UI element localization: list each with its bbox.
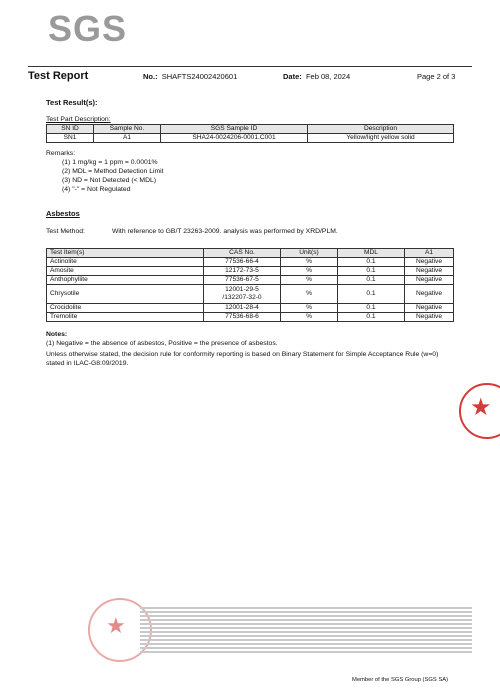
table-row — [47, 285, 454, 304]
notes-line-1: (1) Negative = the absence of asbestos, Positive = the presence of asbestos. — [46, 340, 278, 347]
report-title: Test Report — [28, 70, 89, 82]
table-cell: 0.1 — [338, 313, 405, 322]
test-method-label: Test Method: — [46, 228, 85, 235]
column-header: Test Item(s) — [47, 249, 204, 258]
part-desc-table — [46, 124, 454, 143]
remark-item: (2) MDL = Method Detection Limit — [62, 168, 164, 175]
table-cell: Actinolite — [47, 258, 204, 267]
page-number: Page 2 of 3 — [417, 72, 456, 81]
table-cell: 0.1 — [338, 267, 405, 276]
column-header: MDL — [338, 249, 405, 258]
remarks-heading: Remarks: — [46, 150, 76, 157]
table-row — [47, 267, 454, 276]
remark-item: (3) ND = Not Detected (< MDL) — [62, 177, 157, 184]
table-row — [47, 258, 454, 267]
table-cell: 12001-28-4 — [204, 304, 281, 313]
table-cell: Crocidolite — [47, 304, 204, 313]
notes-heading: Notes: — [46, 331, 68, 338]
report-date: Date: Feb 08, 2024 — [283, 72, 351, 81]
table-cell: Negative — [405, 304, 454, 313]
column-header: SGS Sample ID — [161, 125, 308, 134]
table-cell: Anthophyllite — [47, 276, 204, 285]
table-cell: 77536-68-6 — [204, 313, 281, 322]
table-row — [47, 276, 454, 285]
column-header: CAS No. — [204, 249, 281, 258]
remark-item: (1) 1 mg/kg = 1 ppm = 0.0001% — [62, 159, 158, 166]
table-cell: % — [281, 258, 338, 267]
column-header: Sample No. — [94, 125, 161, 134]
table-cell: SN1 — [47, 134, 94, 143]
table-cell: 0.1 — [338, 258, 405, 267]
table-cell: Chrysotile — [47, 285, 204, 304]
asbestos-table — [46, 248, 454, 322]
column-header: Unit(s) — [281, 249, 338, 258]
remark-item: (4) "-" = Not Regulated — [62, 186, 131, 193]
table-cell: % — [281, 304, 338, 313]
member-line: Member of the SGS Group (SGS SA) — [352, 677, 449, 683]
table-cell: 12172-73-5 — [204, 267, 281, 276]
table-cell: 0.1 — [338, 285, 405, 304]
part-desc-heading: Test Part Description: — [46, 116, 111, 123]
table-cell: Tremolite — [47, 313, 204, 322]
table-cell: Negative — [405, 276, 454, 285]
table-cell: % — [281, 267, 338, 276]
table-cell: 77536-67-5 — [204, 276, 281, 285]
test-method-text: With reference to GB/T 23263-2009. analysis was performed by XRD/PLM. — [112, 228, 338, 235]
table-cell: % — [281, 285, 338, 304]
table-cell: Negative — [405, 267, 454, 276]
table-cell: A1 — [94, 134, 161, 143]
table-cell: % — [281, 313, 338, 322]
remarks-list — [62, 158, 164, 194]
sgs-logo: SGS — [48, 8, 128, 49]
asbestos-heading: Asbestos — [46, 209, 80, 218]
table-row — [47, 134, 454, 143]
table-header-row — [47, 249, 454, 258]
table-cell: 12001-29-5 /132207-32-0 — [204, 285, 281, 304]
legal-disclaimer — [140, 605, 472, 653]
table-cell: Negative — [405, 313, 454, 322]
table-row — [47, 304, 454, 313]
column-header: SN ID — [47, 125, 94, 134]
report-number: No.: SHAFTS24002420601 — [143, 72, 238, 81]
column-header: Description — [308, 125, 454, 134]
table-cell: 0.1 — [338, 304, 405, 313]
table-cell: 0.1 — [338, 276, 405, 285]
table-header-row — [47, 125, 454, 134]
seal-star-icon: ★ — [470, 394, 492, 421]
column-header: A1 — [405, 249, 454, 258]
table-row — [47, 313, 454, 322]
table-cell: Amosite — [47, 267, 204, 276]
table-cell: 77536-66-4 — [204, 258, 281, 267]
header-rule — [28, 66, 472, 67]
table-cell: Negative — [405, 285, 454, 304]
table-cell: SHA24-0024206-0001.C001 — [161, 134, 308, 143]
results-heading: Test Result(s): — [46, 98, 98, 107]
bottom-seal-star-icon: ★ — [106, 613, 126, 638]
table-cell: % — [281, 276, 338, 285]
notes-line-2: Unless otherwise stated, the decision rule for conformity reporting is based on Binary Statement for Simple Acceptance Rule (w=0) stated in ILAC-G8:09/2019. — [46, 351, 439, 367]
table-cell: Negative — [405, 258, 454, 267]
table-cell: Yellow/light yellow solid — [308, 134, 454, 143]
